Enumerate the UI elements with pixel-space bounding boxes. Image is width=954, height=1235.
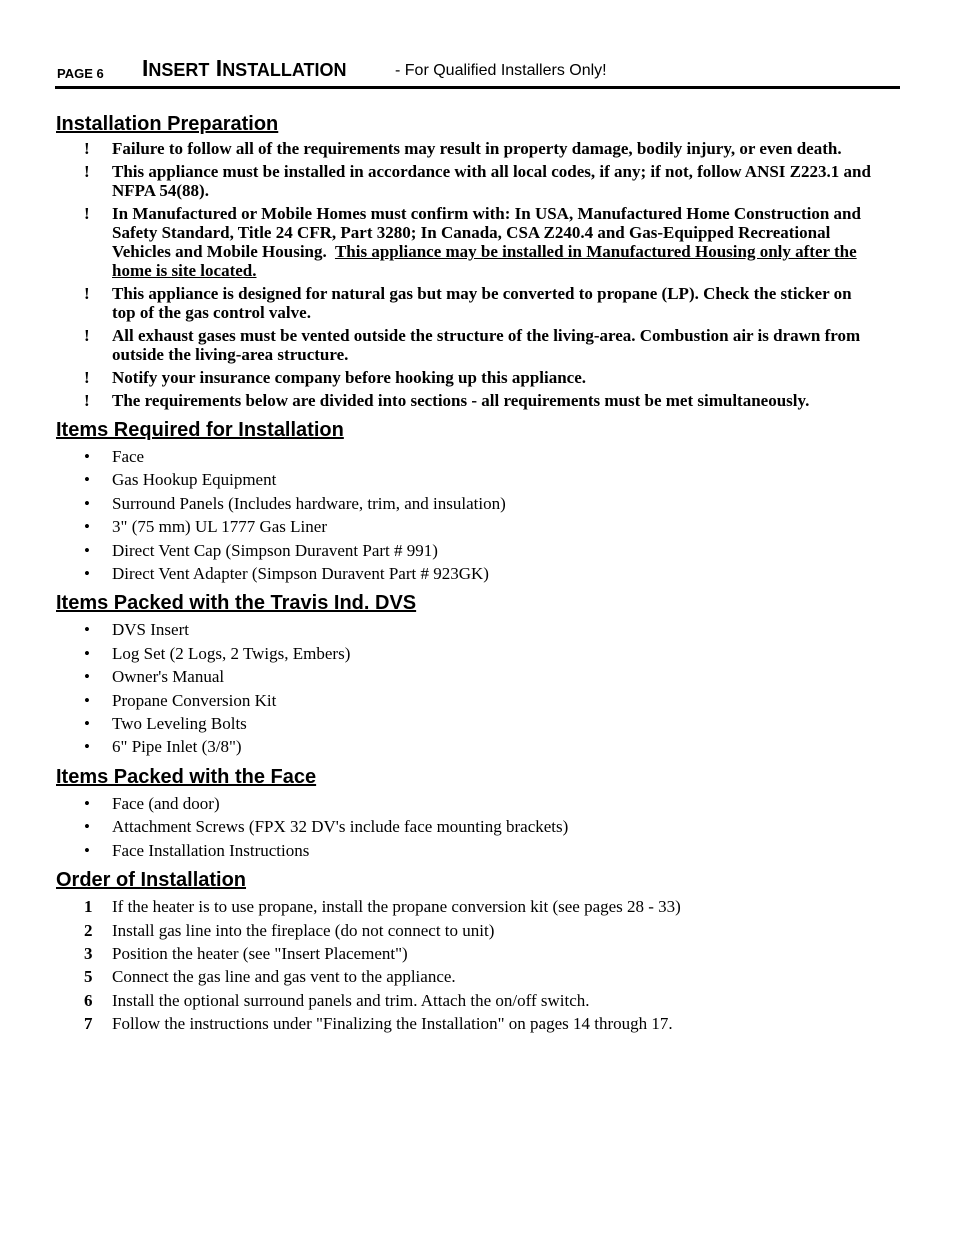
- page-title: [142, 55, 347, 82]
- list-item: [56, 665, 876, 688]
- list-item: [56, 284, 876, 322]
- list-item-text: Surround Panels (Includes hardware, trim, and insulation): [112, 493, 506, 513]
- warning-marker: !: [84, 139, 90, 158]
- preparation-list: [56, 139, 876, 410]
- bullet-marker: •: [84, 470, 90, 490]
- list-item-text: Attachment Screws (FPX 32 DV's include face mounting brackets): [112, 817, 569, 837]
- list-item-text: All exhaust gases must be vented outside the structure of the living-area. Combustion air is drawn from outside the living-area structure.: [112, 326, 861, 364]
- step-text: If the heater is to use propane, install the propane conversion kit (see pages 28 - 33): [112, 897, 681, 917]
- step-number: 3: [84, 943, 93, 963]
- list-item-text: Failure to follow all of the requirements may result in property damage, bodily injury, or even death.: [112, 139, 842, 158]
- list-item-text: Direct Vent Cap (Simpson Duravent Part # 991): [112, 540, 438, 560]
- step-text: Follow the instructions under "Finalizing the Installation" on pages 14 through 17.: [112, 1014, 673, 1034]
- bullet-marker: •: [84, 737, 90, 757]
- list-item: [56, 815, 876, 838]
- list-item: [56, 515, 876, 538]
- list-item-text: Owner's Manual: [112, 667, 225, 687]
- list-item-text: Propane Conversion Kit: [112, 690, 277, 710]
- list-item-text: This appliance must be installed in accordance with all local codes, if any; if not, follow ANSI Z223.1 and NFPA 54(88).: [112, 162, 871, 200]
- warning-marker: !: [84, 162, 90, 181]
- step-text: Position the heater (see "Insert Placement"): [112, 943, 408, 963]
- bullet-marker: •: [84, 817, 90, 837]
- title-rest-1: NSERT: [148, 60, 210, 80]
- list-item: [56, 689, 876, 712]
- title-initial-1: I: [142, 55, 149, 81]
- title-initial-2: I: [215, 55, 223, 81]
- bullet-marker: •: [84, 714, 90, 734]
- warning-marker: !: [84, 391, 90, 410]
- list-item: [56, 445, 876, 468]
- list-item-text: The requirements below are divided into sections - all requirements must be met simultaneously.: [112, 391, 810, 410]
- step-text: Install the optional surround panels and trim. Attach the on/off switch.: [112, 990, 590, 1010]
- section-heading-required: Items Required for Installation: [56, 419, 344, 441]
- bullet-marker: •: [84, 540, 90, 560]
- warning-marker: !: [84, 326, 90, 345]
- list-item-text: Log Set (2 Logs, 2 Twigs, Embers): [112, 643, 351, 663]
- step-number: 2: [84, 920, 93, 940]
- list-item-text: Face Installation Instructions: [112, 840, 310, 860]
- warning-marker: !: [84, 284, 90, 303]
- step-item: [56, 989, 876, 1012]
- list-item: [56, 492, 876, 515]
- step-number: 1: [84, 897, 93, 917]
- bullet-marker: •: [84, 690, 90, 710]
- step-item: [56, 965, 876, 988]
- page-number: PAGE 6: [57, 66, 104, 81]
- section-heading-packed-dvs: Items Packed with the Travis Ind. DVS: [56, 592, 417, 615]
- step-number: 6: [84, 990, 93, 1010]
- page-content: [56, 112, 876, 1036]
- bullet-marker: •: [84, 840, 90, 860]
- step-number: 5: [84, 967, 93, 987]
- bullet-marker: •: [84, 793, 90, 813]
- step-item: [56, 895, 876, 918]
- warning-marker: !: [84, 204, 90, 223]
- list-item: [56, 642, 876, 665]
- list-item-text: Two Leveling Bolts: [112, 714, 247, 734]
- section-heading-preparation: Installation Preparation: [56, 113, 279, 135]
- list-item: [56, 712, 876, 735]
- list-item-text: 6" Pipe Inlet (3/8"): [112, 737, 242, 757]
- packed-face-list: [56, 792, 876, 862]
- title-rest-2: NSTALLATION: [222, 60, 347, 80]
- list-item-text: Face: [112, 447, 145, 466]
- section-heading-order: Order of Installation: [56, 869, 247, 892]
- required-list: [56, 445, 876, 585]
- step-text: Connect the gas line and gas vent to the appliance.: [112, 967, 456, 987]
- step-number: 7: [84, 1014, 93, 1034]
- list-item: [56, 204, 876, 280]
- list-item-underlined-text: This appliance may be installed in Manufactured Housing only after the home is site located.: [112, 242, 857, 280]
- page-header: [55, 56, 900, 89]
- list-item: [56, 539, 876, 562]
- warning-marker: !: [84, 368, 90, 387]
- list-item: [56, 368, 876, 387]
- list-item-text: In Manufactured or Mobile Homes must confirm with: In USA, Manufactured Home Construction and Safety Standard, Title 24 CFR, Part 3280; In Canada, CSA Z240.4 and Gas-Equipped Recreational Vehicles and Mobile Housing.: [112, 204, 861, 261]
- step-item: [56, 919, 876, 942]
- list-item: [56, 792, 876, 815]
- list-item: [56, 468, 876, 491]
- list-item-text: DVS Insert: [112, 620, 189, 640]
- list-item: [56, 618, 876, 641]
- step-item: [56, 942, 876, 965]
- step-item: [56, 1012, 876, 1035]
- bullet-marker: •: [84, 564, 90, 584]
- page-subtitle: - For Qualified Installers Only!: [395, 62, 607, 79]
- list-item-text: This appliance is designed for natural gas but may be converted to propane (LP). Check the sticker on top of the gas control valve.: [112, 284, 852, 322]
- bullet-marker: •: [84, 620, 90, 640]
- list-item: [56, 735, 876, 758]
- packed-dvs-list: [56, 618, 876, 758]
- bullet-marker: •: [84, 517, 90, 537]
- list-item: [56, 139, 876, 158]
- list-item-text: Notify your insurance company before hooking up this appliance.: [112, 368, 587, 387]
- section-heading-packed-face: Items Packed with the Face: [56, 765, 317, 788]
- list-item-text: 3" (75 mm) UL 1777 Gas Liner: [112, 517, 327, 537]
- list-item: [56, 562, 876, 585]
- bullet-marker: •: [84, 643, 90, 663]
- list-item: [56, 326, 876, 364]
- list-item: [56, 162, 876, 200]
- bullet-marker: •: [84, 667, 90, 687]
- bullet-marker: •: [84, 447, 90, 466]
- list-item: [56, 391, 876, 410]
- list-item: [56, 839, 876, 862]
- list-item-text: Face (and door): [112, 793, 220, 813]
- order-list: [56, 895, 876, 1035]
- step-text: Install gas line into the fireplace (do not connect to unit): [112, 920, 495, 940]
- list-item-text: Gas Hookup Equipment: [112, 470, 277, 490]
- list-item-text: Direct Vent Adapter (Simpson Duravent Part # 923GK): [112, 564, 489, 584]
- bullet-marker: •: [84, 493, 90, 513]
